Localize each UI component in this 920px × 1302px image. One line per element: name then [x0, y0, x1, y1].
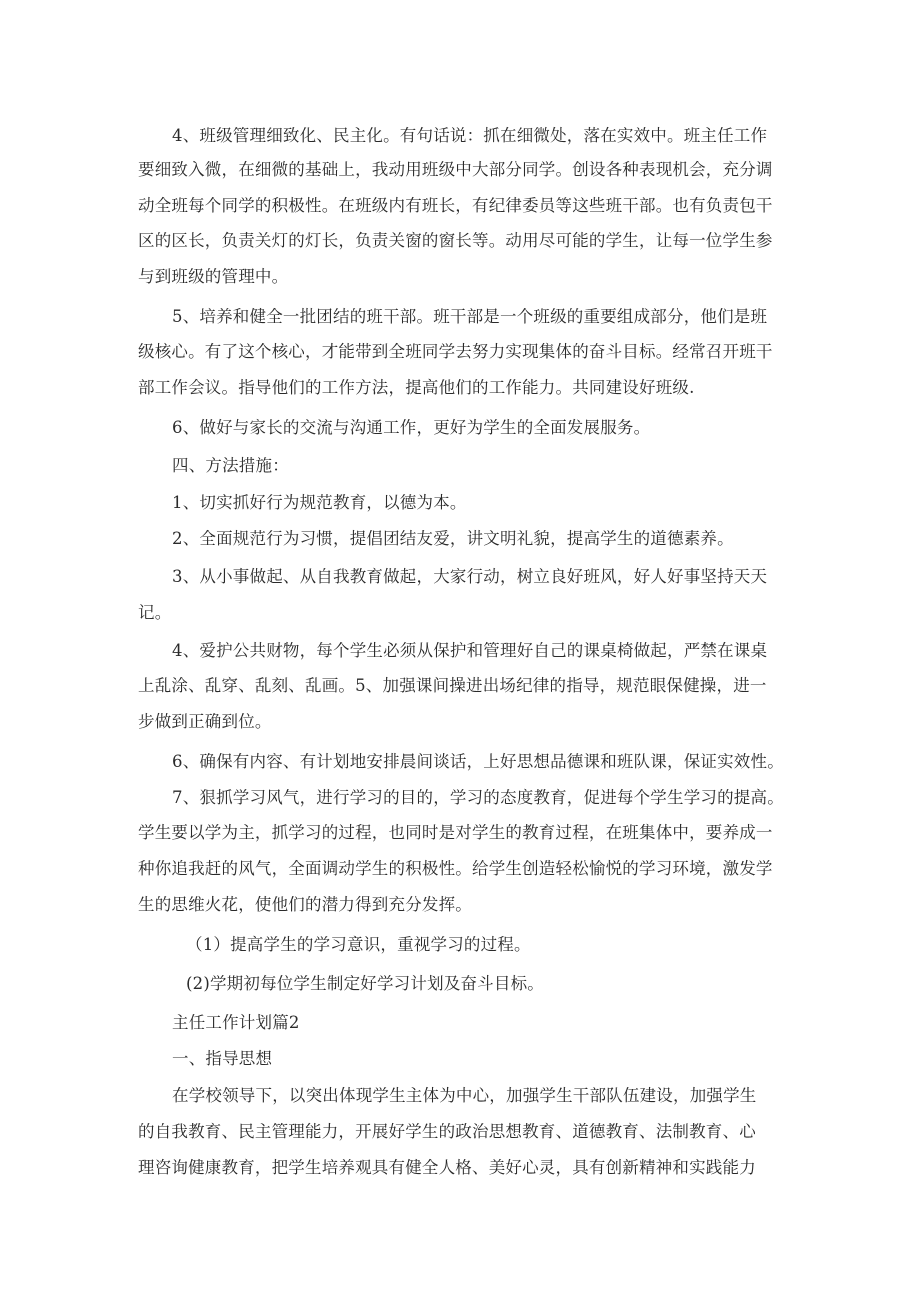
text-line: 部工作会议。指导他们的工作方法，提高他们的工作能力。共同建设好班级.	[138, 378, 695, 397]
text-line: 6、确保有内容、有计划地安排晨间谈话，上好思想品德课和班队课，保证实效性。	[172, 752, 784, 771]
text-line: 在学校领导下，以突出体现学生主体为中心，加强学生干部队伍建设，加强学生	[172, 1086, 757, 1105]
section-title: 主任工作计划篇2	[172, 1013, 300, 1032]
text-line: 1、切实抓好行为规范教育，以德为本。	[172, 493, 467, 512]
text-line: 步做到正确到位。	[138, 712, 272, 731]
text-line: 4、班级管理细致化、民主化。有句话说：抓在细微处，落在实效中。班主任工作	[172, 126, 768, 145]
text-line: 4、爱护公共财物，每个学生必须从保护和管理好自己的课桌椅做起，严禁在课桌	[172, 641, 768, 660]
text-line: 生的思维火花，使他们的潜力得到充分发挥。	[138, 895, 472, 914]
text-line: 记。	[138, 603, 172, 622]
text-line: 6、做好与家长的交流与沟通工作，更好为学生的全面发展服务。	[172, 418, 651, 437]
text-line: 理咨询健康教育，把学生培养观具有健全人格、美好心灵，具有创新精神和实践能力	[138, 1158, 756, 1177]
text-line: 的自我教育、民主管理能力，开展好学生的政治思想教育、道德教育、法制教育、心	[138, 1122, 756, 1141]
section-heading: 四、方法措施：	[172, 456, 289, 475]
text-line: 级核心。有了这个核心，才能带到全班同学去努力实现集体的奋斗目标。经常召开班干	[138, 342, 773, 361]
text-line: 2、全面规范行为习惯，提倡团结友爱，讲文明礼貌，提高学生的道德素养。	[172, 529, 734, 548]
text-line: 区的区长，负责关灯的灯长，负责关窗的窗长等。动用尽可能的学生，让每一位学生参	[138, 231, 773, 250]
text-line: 要细致入微，在细微的基础上，我动用班级中大部分同学。创设各种表现机会，充分调	[138, 160, 773, 179]
section-heading: 一、指导思想	[172, 1049, 273, 1068]
text-line: 3、从小事做起、从自我教育做起，大家行动，树立良好班风，好人好事坚持天天	[172, 567, 768, 586]
text-line: (2)学期初每位学生制定好学习计划及奋斗目标。	[186, 974, 544, 993]
text-line: 上乱涂、乱穿、乱刻、乱画。5、加强课间操进出场纪律的指导，规范眼保健操，进一	[138, 676, 767, 695]
text-line: 学生要以学为主，抓学习的过程，也同时是对学生的教育过程，在班集体中，要养成一	[138, 823, 773, 842]
text-line: （1）提高学生的学习意识，重视学习的过程。	[186, 935, 531, 954]
text-line: 与到班级的管理中。	[138, 267, 289, 286]
text-line: 7、狠抓学习风气，进行学习的目的，学习的态度教育，促进每个学生学习的提高。	[172, 788, 784, 807]
text-line: 种你追我赶的风气，全面调动学生的积极性。给学生创造轻松愉悦的学习环境，激发学	[138, 859, 773, 878]
text-line: 动全班每个同学的积极性。在班级内有班长，有纪律委员等这些班干部。也有负责包干	[138, 196, 773, 215]
text-line: 5、培养和健全一批团结的班干部。班干部是一个班级的重要组成部分，他们是班	[172, 307, 768, 326]
